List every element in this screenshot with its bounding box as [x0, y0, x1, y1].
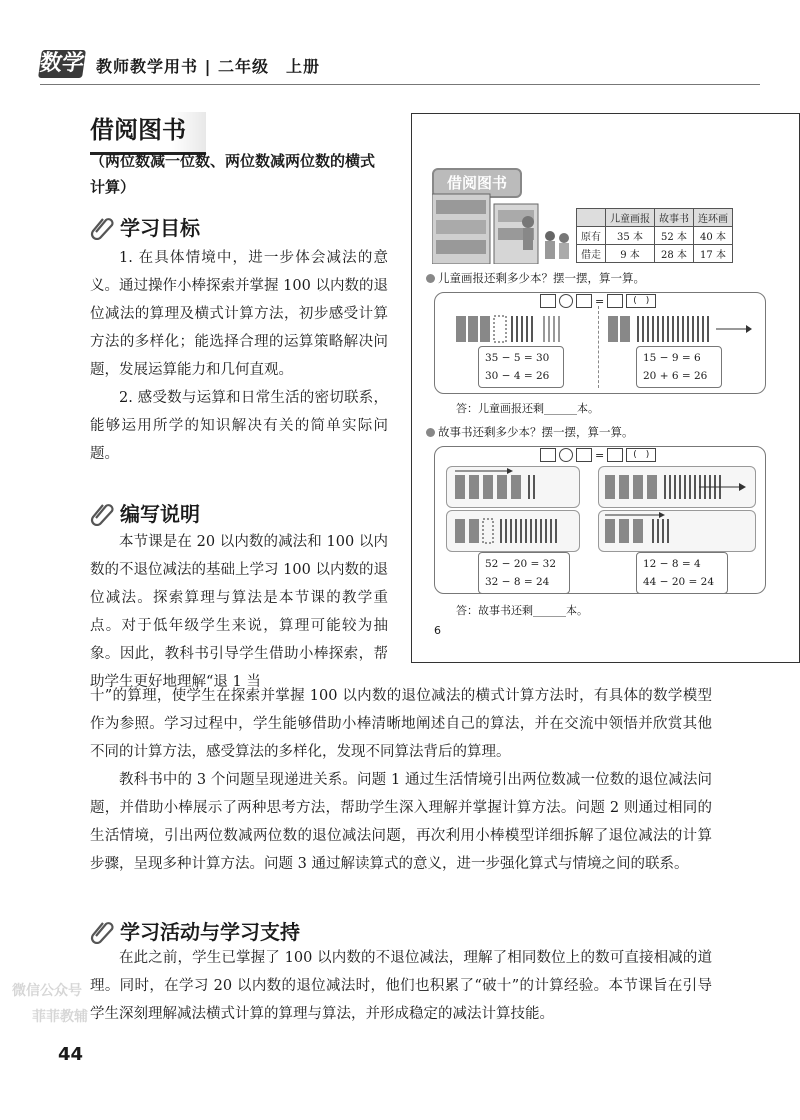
table-cell: 原有 [577, 227, 606, 245]
goal-item-1: 1. 在具体情境中，进一步体会减法的意义。通过操作小棒探索并掌握 100 以内数的退位减法的算理及横式计算方法，初步感受计算方法的多样化；能选择合理的运算策略解决问题，发展运算能力和几何直观。 [90, 250, 388, 378]
q1-sticks-left [454, 314, 594, 344]
q1-sticks-right [606, 314, 756, 344]
unit-paren: ( ) [626, 448, 656, 462]
calc-line: 12 − 8 = 4 [643, 558, 701, 570]
table-cell: 52 本 [655, 227, 694, 245]
watermark [12, 978, 132, 1030]
calc-line: 44 − 20 = 24 [643, 576, 715, 588]
calc-line: 35 − 5 = 30 [485, 352, 550, 364]
notes-para-1a [90, 528, 388, 696]
notes-text-1b: 十”的算理，使学生在探索并掌握 100 以内数的退位减法的横式计算方法时，有具体的数学模型作为参照。学习过程中，学生能够借助小棒清晰地阐述自己的算法，并在交流中领悟并欣赏其他不同的计算方法，感受算法的多样化，发现不同算法背后的算理。 [90, 688, 712, 760]
operator-circle [559, 448, 573, 462]
question-2-text: 故事书还剩多少本？摆一摆，算一算。 [438, 425, 634, 439]
paperclip-icon [90, 918, 116, 944]
blank-box [576, 448, 592, 462]
goal-item-2: 2. 感受数与运算和日常生活的密切联系，能够运用所学的知识解决有关的简单实际问题。 [90, 390, 388, 462]
unit-paren: ( ) [626, 294, 656, 308]
blank-box [607, 294, 623, 308]
paperclip-icon [90, 500, 116, 526]
book-logo: 数学 [38, 51, 86, 76]
table-header [577, 209, 606, 227]
table-cell: 9 本 [606, 245, 655, 263]
paperclip-icon [90, 214, 116, 240]
notes-text-2: 教科书中的 3 个问题呈现递进关系。问题 1 通过生活情境引出两位数减一位数的退位减法问题，并借助小棒展示了两种思考方法，帮助学生深入理解并掌握计算方法。问题 2 则通过相同的生活情境，引出两位数减两位数的退位减法问题，再次利用小棒模型详细拆解了退位减法的计算步骤，呈现多种计算方法。问题 3 通过解读算式的意义，进一步强化算式与情境之间的联系。 [90, 772, 712, 872]
q2-calc-right [636, 552, 728, 594]
question-2 [426, 424, 634, 440]
inset-tag: 借阅图书 [432, 168, 522, 198]
running-header: 教师教学用书 | 二年级 上册 [96, 57, 320, 76]
notes-text-1a: 本节课是在 20 以内数的减法和 100 以内数的不退位减法的基础上学习 100 以内数的退位减法。探索算理与算法是本节课的教学重点。对于低年级学生来说，算理可能较为抽象。因此，教科书引导学生借助小棒探索，帮助学生更好地理解“退 1 当 [90, 534, 388, 690]
q1-equation-blank: = ( ) [540, 294, 656, 308]
bullet-icon [426, 428, 435, 437]
blank-box [540, 448, 556, 462]
calc-line: 20 + 6 = 26 [643, 370, 708, 382]
q2-sticks-d [598, 510, 756, 552]
inset-page-number: 6 [434, 624, 441, 637]
header-divider [40, 84, 760, 85]
calc-line: 52 − 20 = 32 [485, 558, 557, 570]
question-1-text: 儿童画报还剩多少本？摆一摆，算一算。 [438, 271, 645, 285]
calc-line: 32 − 8 = 24 [485, 576, 550, 588]
table-cell: 35 本 [606, 227, 655, 245]
q2-sticks-b [446, 510, 580, 552]
q1-answer: 答：儿童画报还剩______本。 [456, 402, 599, 415]
table-cell: 17 本 [694, 245, 733, 263]
goals-heading-text: 学习目标 [120, 216, 200, 240]
table-header: 连环画 [694, 209, 733, 227]
activity-body [90, 944, 712, 1028]
goals-body [90, 244, 388, 468]
sticks-graphic [599, 511, 753, 549]
operator-circle [559, 294, 573, 308]
table-header: 故事书 [655, 209, 694, 227]
notes-heading [90, 498, 200, 527]
library-illustration [432, 192, 572, 264]
bullet-icon [426, 274, 435, 283]
page-number: 44 [58, 1044, 84, 1065]
watermark-line: 微信公众号 [12, 983, 82, 999]
notes-heading-text: 编写说明 [120, 502, 200, 526]
blank-box [576, 294, 592, 308]
q2-equation-blank: = ( ) [540, 448, 656, 462]
book-table [576, 208, 733, 263]
sticks-graphic [447, 467, 577, 505]
blank-box [607, 448, 623, 462]
goals-heading [90, 212, 200, 241]
lesson-subtitle: （两位数减一位数、两位数减两位数的横式计算） [90, 152, 376, 196]
notes-para-1b [90, 682, 712, 878]
sticks-graphic [447, 511, 577, 549]
q2-sticks-c [598, 466, 756, 508]
q2-calc-left [478, 552, 570, 594]
table-cell: 28 本 [655, 245, 694, 263]
sticks-graphic [599, 467, 753, 505]
activity-heading [90, 916, 300, 945]
q1-calc-right [636, 346, 722, 388]
table-cell: 借走 [577, 245, 606, 263]
watermark-line: 菲菲教辅 [32, 1009, 88, 1025]
q2-sticks-a [446, 466, 580, 508]
calc-line: 30 − 4 = 26 [485, 370, 550, 382]
calc-line: 15 − 9 = 6 [643, 352, 701, 364]
activity-text: 在此之前，学生已掌握了 100 以内数的不退位减法，理解了相同数位上的数可直接相减的道理。同时，在学习 20 以内数的退位减法时，他们也积累了“破十”的计算经验。本节课旨在引导学生深刻理解减法横式计算的算理与算法，并形成稳定的减法计算技能。 [90, 950, 712, 1022]
q1-calc-left [478, 346, 564, 388]
q2-answer: 答：故事书还剩______本。 [456, 604, 588, 617]
blank-box [540, 294, 556, 308]
activity-heading-text: 学习活动与学习支持 [120, 920, 300, 944]
q1-divider [598, 306, 600, 388]
lesson-title: 借阅图书 [90, 112, 206, 155]
table-cell: 40 本 [694, 227, 733, 245]
question-1 [426, 270, 645, 286]
table-header: 儿童画报 [606, 209, 655, 227]
